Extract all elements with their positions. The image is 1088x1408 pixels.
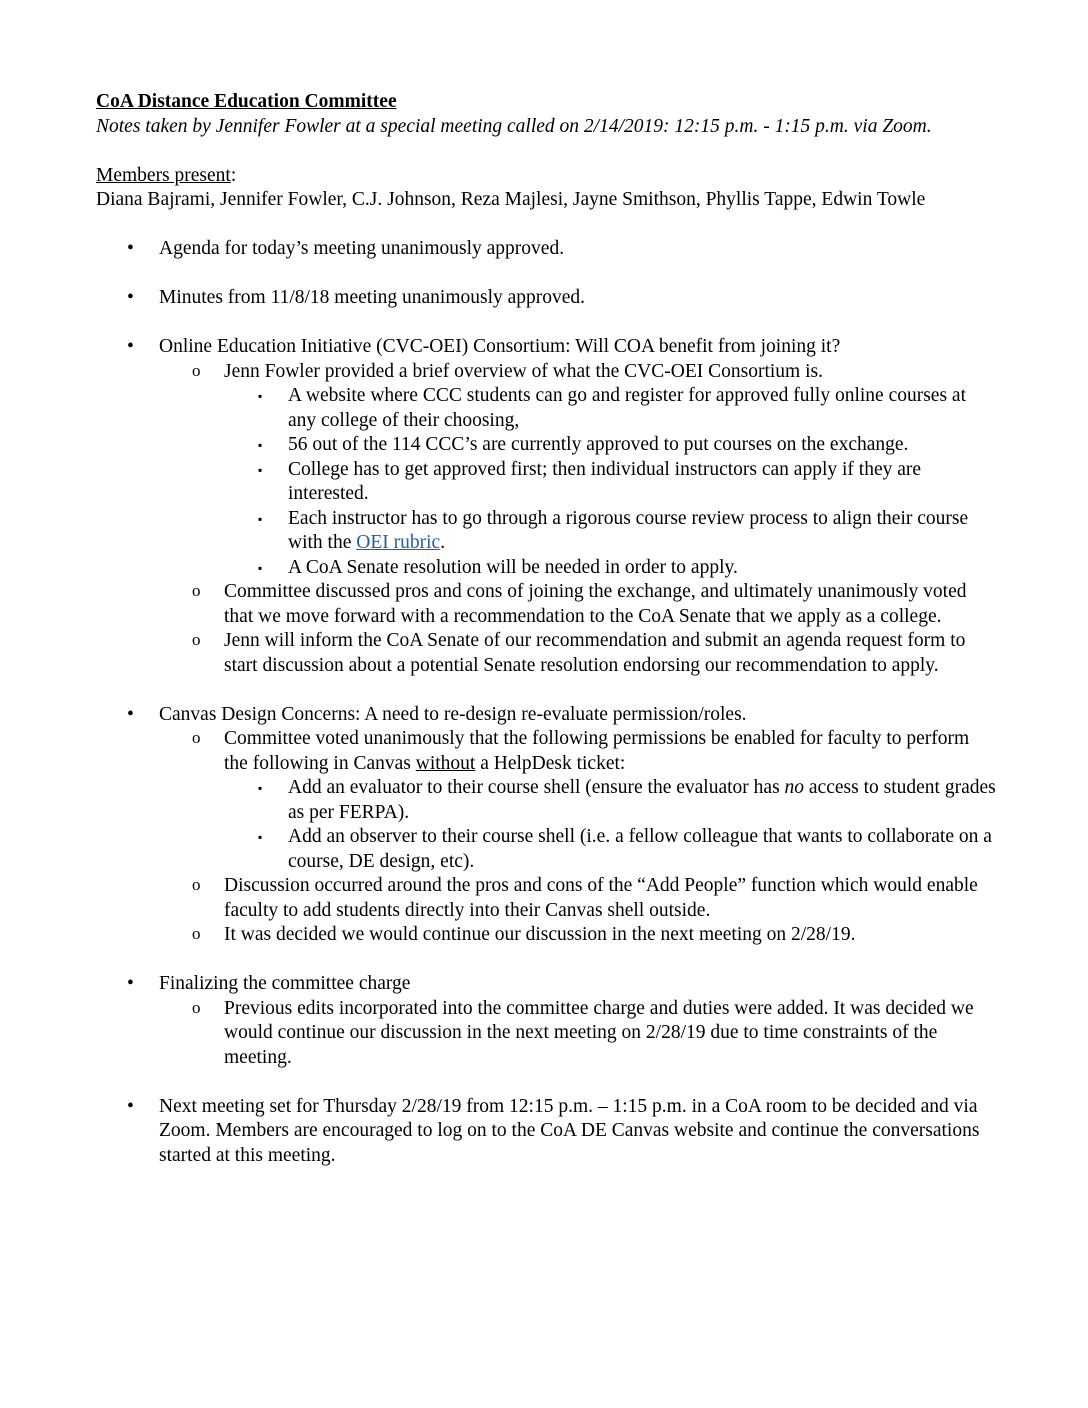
oei-inform-senate: Jenn will inform the CoA Senate of our recommendation and submit an agenda request form to start discussion about a potential Senate resolution endorsing our recommendation to apply. xyxy=(224,630,966,676)
document-title: CoA Distance Education Committee xyxy=(96,91,397,112)
canvas-without-emphasis: without xyxy=(415,752,476,774)
spacer xyxy=(96,311,996,336)
oei-senate-resolution: A CoA Senate resolution will be needed in order to apply. xyxy=(288,556,738,578)
spacer xyxy=(96,139,996,164)
circle-bullet-icon: o xyxy=(192,875,201,894)
square-bullet-icon: ▪ xyxy=(258,511,263,526)
charge-sublist xyxy=(159,997,996,1071)
list-item xyxy=(96,972,996,1070)
oei-points-list xyxy=(224,384,996,580)
list-item xyxy=(224,507,996,556)
bullet-icon: • xyxy=(127,336,134,357)
oei-review-text: Each instructor has to go through a rigorous course review process to align their course with the xyxy=(288,507,969,553)
oei-point: College has to get approved first; then individual instructors can apply if they are interested. xyxy=(288,458,922,504)
list-item xyxy=(224,825,996,874)
item-oei-consortium: Online Education Initiative (CVC-OEI) Consortium: Will COA benefit from joining it? xyxy=(159,336,841,357)
oei-point: 56 out of the 114 CCC’s are currently approved to put courses on the exchange. xyxy=(288,434,909,455)
canvas-permissions-list xyxy=(224,776,996,874)
square-bullet-icon: ▪ xyxy=(258,438,263,452)
canvas-add-people-discussion: Discussion occurred around the pros and cons of the “Add People” function which would enable faculty to add students directly into their Canvas shell outside. xyxy=(224,875,978,921)
item-minutes-approved: Minutes from 11/8/18 meeting unanimously approved. xyxy=(159,287,586,308)
canvas-continue: It was decided we would continue our discussion in the next meeting on 2/28/19. xyxy=(224,924,856,945)
circle-bullet-icon: o xyxy=(192,630,201,649)
meeting-notes xyxy=(96,90,996,1168)
canvas-observer: Add an observer to their course shell (i.e. a fellow colleague that wants to collaborate on a course, DE design, etc). xyxy=(288,826,992,872)
oei-discussed: Committee discussed pros and cons of joining the exchange, and ultimately unanimously voted that we move forward with a recommendation to the CoA Senate that we apply as a college. xyxy=(224,581,967,627)
canvas-voted-text: Committee voted unanimously that the following permissions be enabled for faculty to perform the following in Canvas xyxy=(224,728,970,774)
members-colon: : xyxy=(230,164,237,186)
list-item xyxy=(224,384,996,433)
list-item xyxy=(159,874,996,923)
canvas-evaluator-text: Add an evaluator to their course shell (ensure the evaluator has xyxy=(288,777,785,798)
list-item xyxy=(96,703,996,948)
list-item xyxy=(224,776,996,825)
list-item xyxy=(159,923,996,948)
list-item xyxy=(96,335,996,678)
list-item xyxy=(159,629,996,678)
list-item xyxy=(224,433,996,458)
square-bullet-icon: ▪ xyxy=(258,462,263,477)
canvas-sublist xyxy=(159,727,996,948)
spacer xyxy=(96,948,996,973)
bullet-icon: • xyxy=(127,973,134,994)
list-item xyxy=(224,458,996,507)
spacer xyxy=(96,678,996,703)
members-list: Diana Bajrami, Jennifer Fowler, C.J. Johnson, Reza Majlesi, Jayne Smithson, Phyllis Tappe, Edwin Towle xyxy=(96,189,926,210)
item-agenda-approved: Agenda for today’s meeting unanimously approved. xyxy=(159,238,565,259)
spacer xyxy=(96,1070,996,1095)
bullet-icon: • xyxy=(127,703,134,725)
square-bullet-icon: ▪ xyxy=(258,560,263,575)
list-item xyxy=(224,556,996,581)
item-next-meeting: Next meeting set for Thursday 2/28/19 from 12:15 p.m. – 1:15 p.m. in a CoA room to be decided and via Zoom. Members are encouraged to log on to the CoA DE Canvas website and continue the conversations started at this meeting. xyxy=(159,1095,980,1166)
list-item xyxy=(159,997,996,1071)
circle-bullet-icon: o xyxy=(192,924,201,943)
square-bullet-icon: ▪ xyxy=(258,781,263,795)
document-subtitle: Notes taken by Jennifer Fowler at a special meeting called on 2/14/2019: 12:15 p.m. - 1:15 p.m. via Zoom. xyxy=(96,115,932,137)
bullet-icon: • xyxy=(127,238,134,259)
circle-bullet-icon: o xyxy=(192,581,201,600)
list-item xyxy=(96,237,996,262)
bullet-icon: • xyxy=(127,1095,134,1117)
circle-bullet-icon: o xyxy=(192,997,201,1017)
canvas-voted-end: a HelpDesk ticket: xyxy=(475,752,626,774)
bullet-icon: • xyxy=(127,287,134,308)
list-item xyxy=(159,360,996,581)
list-item xyxy=(96,1095,996,1169)
circle-bullet-icon: o xyxy=(192,728,201,747)
charge-edits: Previous edits incorporated into the committee charge and duties were added. It was decided we would continue our discussion in the next meeting on 2/28/19 due to time constraints of the meeting. xyxy=(224,997,974,1068)
square-bullet-icon: ▪ xyxy=(258,389,263,403)
oei-sublist xyxy=(159,360,996,679)
members-label: Members present xyxy=(96,164,231,186)
oei-point: A website where CCC students can go and register for approved fully online courses at any college of their choosing, xyxy=(288,385,966,431)
oei-rubric-link[interactable]: OEI rubric xyxy=(356,532,441,553)
agenda-list xyxy=(96,237,996,1168)
square-bullet-icon: ▪ xyxy=(258,830,263,844)
item-canvas-design: Canvas Design Concerns: A need to re-design re-evaluate permission/roles. xyxy=(159,703,747,725)
item-committee-charge: Finalizing the committee charge xyxy=(159,973,411,994)
list-item xyxy=(159,727,996,874)
oei-review-end: . xyxy=(440,532,446,553)
spacer xyxy=(96,262,996,287)
canvas-evaluator-end: access to student grades as per FERPA). xyxy=(288,777,996,823)
circle-bullet-icon: o xyxy=(192,360,201,380)
canvas-no-emphasis: no xyxy=(784,777,805,798)
oei-overview: Jenn Fowler provided a brief overview of what the CVC-OEI Consortium is. xyxy=(224,360,823,382)
spacer xyxy=(96,213,996,238)
list-item xyxy=(159,580,996,629)
list-item xyxy=(96,286,996,311)
members-heading xyxy=(96,164,996,189)
